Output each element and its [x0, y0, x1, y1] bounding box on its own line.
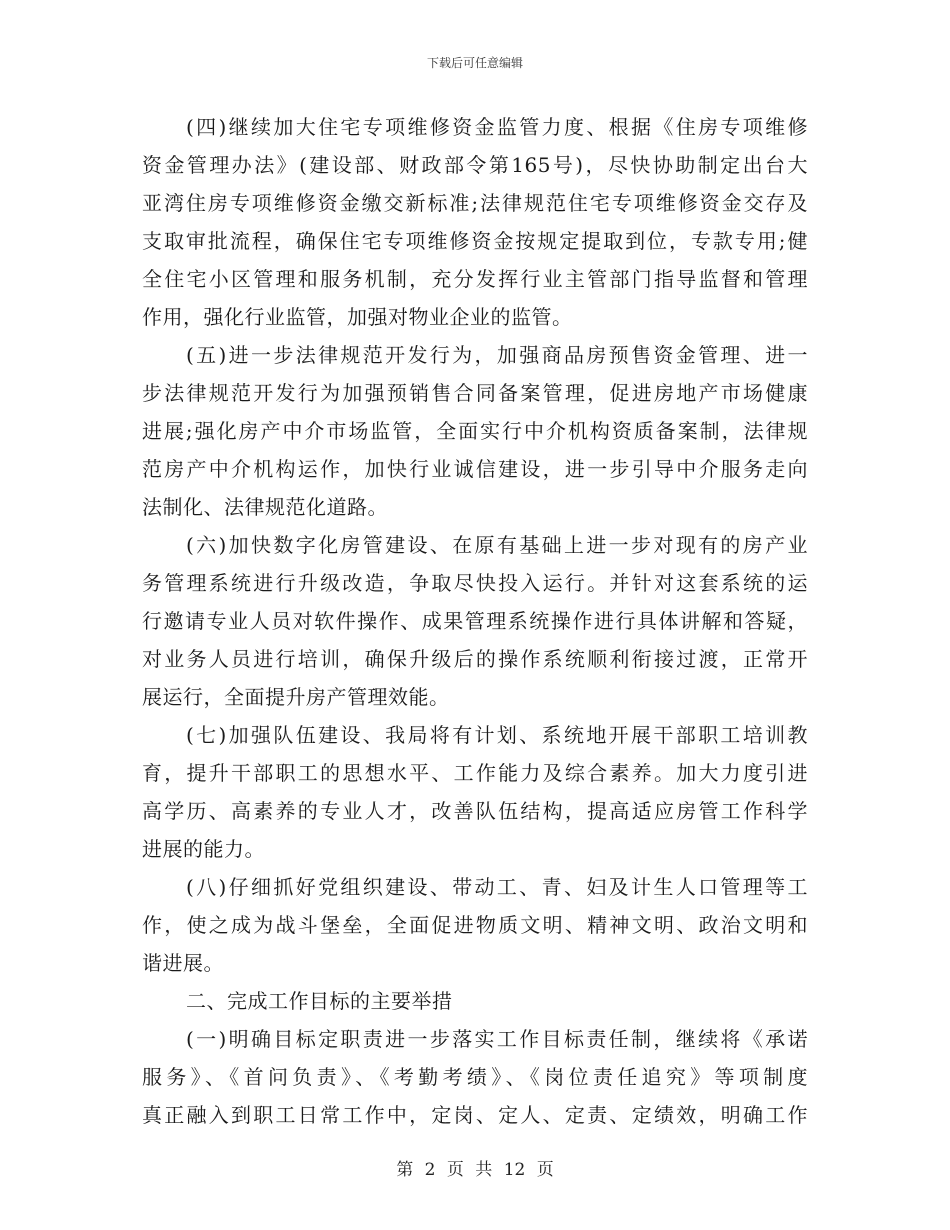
- text-line: 资金管理办法》(建设部、财政部令第165号)，尽快协助制定出台大: [142, 153, 808, 177]
- header-note: 下载后可任意编辑: [426, 56, 523, 70]
- text-line: (八)仔细抓好党组织建设、带动工、青、妇及计生人口管理等工: [186, 875, 808, 899]
- text-line: 进展;强化房产中介市场监管，全面实行中介机构资质备案制，法律规: [142, 419, 808, 443]
- text-line: 真正融入到职工日常工作中，定岗、定人、定责、定绩效，明确工作: [142, 1103, 808, 1127]
- text-line: 作，使之成为战斗堡垒，全面促进物质文明、精神文明、政治文明和: [142, 913, 808, 937]
- text-line: 展运行，全面提升房产管理效能。: [142, 685, 450, 709]
- text-line: (四)继续加大住宅专项维修资金监管力度、根据《住房专项维修: [186, 115, 808, 139]
- text-line: 作用，强化行业监管，加强对物业企业的监管。: [142, 305, 573, 329]
- text-line: 行邀请专业人员对软件操作、成果管理系统操作进行具体讲解和答疑，: [142, 609, 808, 633]
- text-line: 步法律规范开发行为加强预销售合同备案管理，促进房地产市场健康: [142, 381, 808, 405]
- text-line: 进展的能力。: [142, 837, 265, 861]
- text-line: 全住宅小区管理和服务机制，充分发挥行业主管部门指导监督和管理: [142, 267, 808, 291]
- page-footer: 第 2 页 共 12 页: [396, 1160, 554, 1180]
- text-line: 支取审批流程，确保住宅专项维修资金按规定提取到位，专款专用;健: [142, 229, 808, 253]
- text-line: (六)加快数字化房管建设、在原有基础上进一步对现有的房产业: [186, 533, 808, 557]
- text-line: 育，提升干部职工的思想水平、工作能力及综合素养。加大力度引进: [142, 761, 808, 785]
- text-line: 对业务人员进行培训，确保升级后的操作系统顺利衔接过渡，正常开: [142, 647, 808, 671]
- text-line: (七)加强队伍建设、我局将有计划、系统地开展干部职工培训教: [186, 723, 808, 747]
- document-body: [142, 108, 808, 1134]
- text-line: (五)进一步法律规范开发行为，加强商品房预售资金管理、进一: [186, 343, 808, 367]
- text-line: 服务》、《首问负责》、《考勤考绩》、《岗位责任追究》等项制度: [142, 1065, 808, 1089]
- text-line: 高学历、高素养的专业人才，改善队伍结构，提高适应房管工作科学: [142, 799, 808, 823]
- text-line: 谐进展。: [142, 951, 224, 975]
- text-line: 亚湾住房专项维修资金缴交新标准;法律规范住宅专项维修资金交存及: [142, 191, 808, 215]
- text-line: (一)明确目标定职责进一步落实工作目标责任制，继续将《承诺: [186, 1027, 808, 1051]
- text-line: 二、完成工作目标的主要举措: [186, 989, 453, 1013]
- text-line: 务管理系统进行升级改造，争取尽快投入运行。并针对这套系统的运: [142, 571, 808, 595]
- text-line: 范房产中介机构运作，加快行业诚信建设，进一步引导中介服务走向: [142, 457, 808, 481]
- text-line: 法制化、法律规范化道路。: [142, 495, 388, 519]
